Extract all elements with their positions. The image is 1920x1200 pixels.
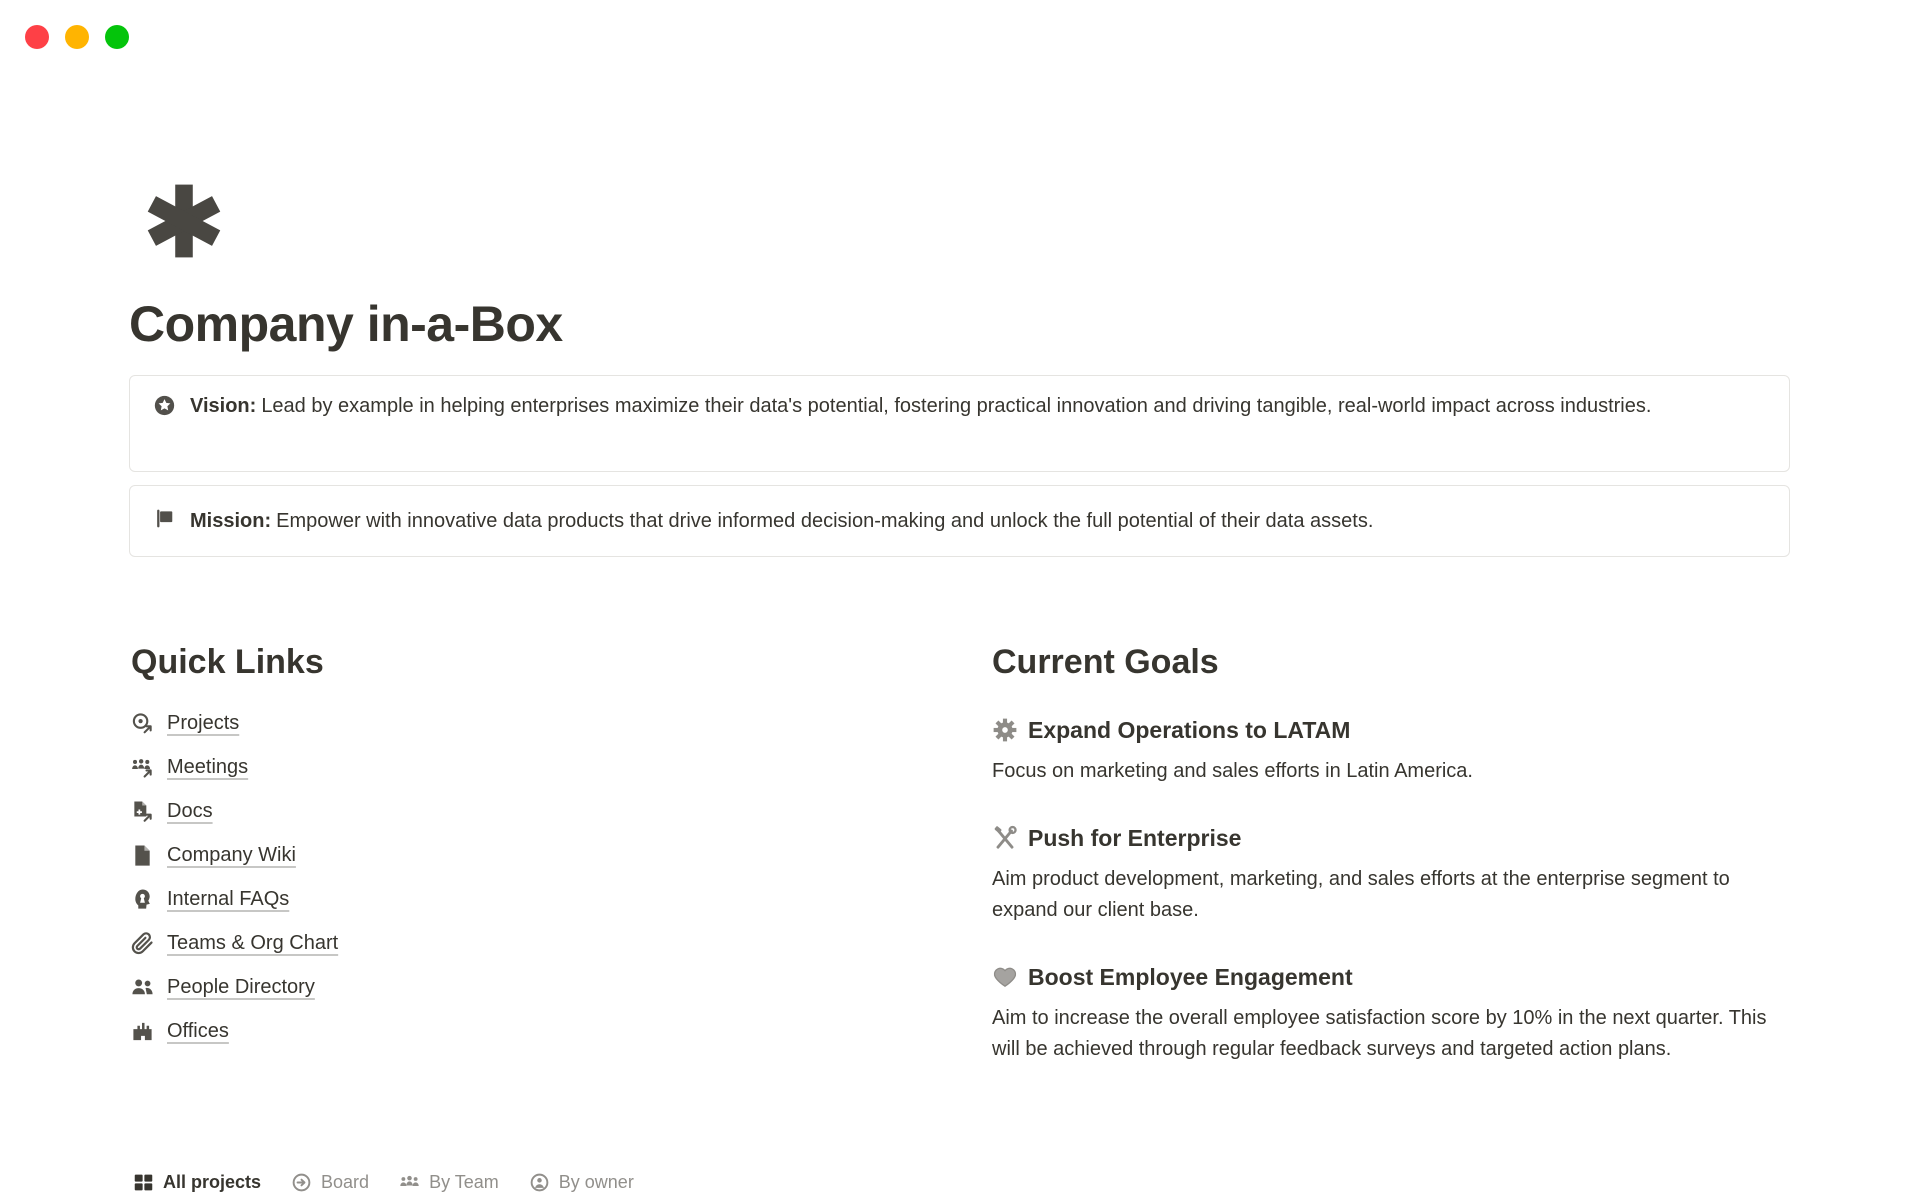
vision-callout: [129, 375, 1790, 472]
current-goals-list: [992, 713, 1792, 1065]
company-wiki-link[interactable]: Company Wiki: [167, 843, 296, 866]
page-icon: [131, 844, 154, 867]
goal-title-enterprise: Push for Enterprise: [992, 821, 1792, 855]
page-title: Company in-a-Box: [129, 296, 563, 352]
people-icon: [131, 976, 154, 999]
minimize-window-button[interactable]: [65, 25, 89, 49]
flag-icon: [154, 508, 175, 529]
building-icon: [131, 1020, 154, 1043]
window-controls: [25, 25, 129, 49]
goal-title-engagement: Boost Employee Engagement: [992, 960, 1792, 994]
mission-text: [190, 505, 1373, 537]
gear-icon: [992, 717, 1018, 743]
people-group-icon: [399, 1172, 420, 1193]
vision-label: Vision:: [190, 395, 257, 417]
link-row-company-wiki[interactable]: [131, 833, 338, 877]
meetings-link[interactable]: Meetings: [167, 755, 249, 778]
mission-label: Mission:: [190, 510, 272, 532]
offices-link[interactable]: Offices: [167, 1019, 229, 1042]
board-circle-icon: [291, 1172, 312, 1193]
link-row-offices[interactable]: [131, 1009, 338, 1053]
docs-link[interactable]: Docs: [167, 799, 213, 822]
goal-desc-enterprise: Aim product development, marketing, and sales efforts at the enterprise segment to expand our client base.: [992, 868, 1730, 921]
goal-desc-engagement: Aim to increase the overall employee satisfaction score by 10% in the next quarter. This will be achieved through regular feedback surveys and targeted action plans.: [992, 1007, 1767, 1060]
vision-text: [190, 390, 1651, 422]
link-row-docs[interactable]: [131, 789, 338, 833]
head-keyhole-icon: [131, 888, 154, 911]
vision-body: Lead by example in helping enterprises maximize their data's potential, fostering practical innovation and driving tangible, real-world impact across industries.: [261, 395, 1652, 417]
tab-board[interactable]: Board: [291, 1172, 369, 1193]
internal-faqs-link[interactable]: Internal FAQs: [167, 887, 290, 910]
tab-all-projects[interactable]: All projects: [133, 1172, 261, 1193]
link-row-people-directory[interactable]: [131, 965, 338, 1009]
gray-heart-icon: [992, 964, 1018, 990]
zoom-window-button[interactable]: [105, 25, 129, 49]
tab-by-owner[interactable]: By owner: [529, 1172, 634, 1193]
people-directory-link[interactable]: People Directory: [167, 975, 315, 998]
star-circle-icon: [154, 395, 175, 416]
current-goals-heading: Current Goals: [992, 643, 1219, 681]
person-circle-icon: [529, 1172, 550, 1193]
tab-by-team[interactable]: By Team: [399, 1172, 499, 1193]
database-view-tabs: [133, 1172, 634, 1193]
teams-org-chart-link[interactable]: Teams & Org Chart: [167, 931, 339, 954]
doc-plus-arrow-icon: [131, 800, 154, 823]
close-window-button[interactable]: [25, 25, 49, 49]
link-row-meetings[interactable]: [131, 745, 338, 789]
link-row-projects[interactable]: [131, 701, 338, 745]
paperclip-icon: [131, 932, 154, 955]
quick-links-heading: Quick Links: [131, 643, 324, 681]
link-row-internal-faqs[interactable]: [131, 877, 338, 921]
target-arrow-icon: [131, 712, 154, 735]
quick-links-list: [131, 701, 338, 1053]
grid-icon: [133, 1172, 154, 1193]
goal-title-latam: Expand Operations to LATAM: [992, 713, 1792, 747]
hammer-wrench-icon: [992, 825, 1018, 851]
mission-callout: [129, 485, 1790, 557]
goal-desc-latam: Focus on marketing and sales efforts in Latin America.: [992, 760, 1473, 782]
page-asterisk-icon[interactable]: [145, 182, 223, 260]
mission-body: Empower with innovative data products that drive informed decision-making and unlock the full potential of their data assets.: [276, 510, 1374, 532]
projects-link[interactable]: Projects: [167, 711, 240, 734]
link-row-teams-org-chart[interactable]: [131, 921, 338, 965]
people-arrow-icon: [131, 756, 154, 779]
